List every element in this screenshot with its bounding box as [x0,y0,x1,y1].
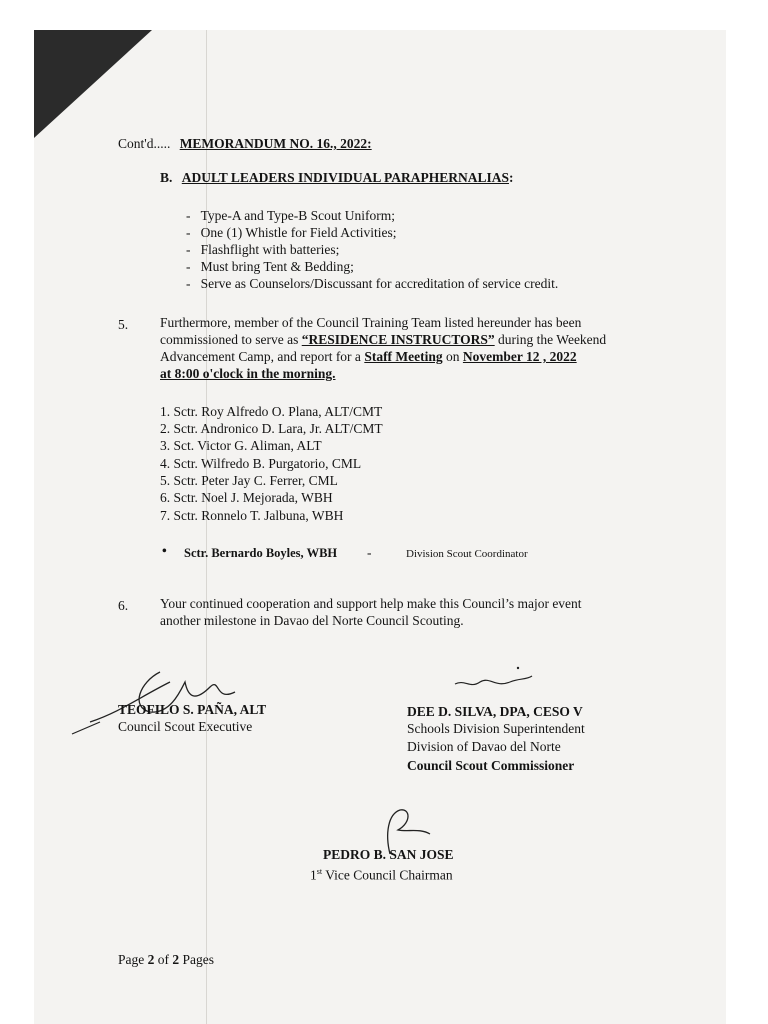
signatory-left-title: Council Scout Executive [118,719,253,734]
page-number [118,952,214,968]
coordinator-dash: - [367,545,372,560]
residence-instructors: “RESIDENCE INSTRUCTORS” [301,332,495,347]
para6-line1: Your continued cooperation and support help make this Council’s major event [160,596,582,611]
para5-line2 [160,332,606,348]
instructor-item: 7. Sctr. Ronnelo T. Jalbuna, WBH [160,508,344,523]
meeting-date: November 12 , 2022 [462,349,577,364]
signatory-right-line1: Schools Division Superintendent [407,721,585,736]
para6-number: 6. [118,598,129,613]
center-title-text: Vice Council Chairman [322,867,453,883]
signatory-right-line2: Division of Davao del Norte [407,739,561,754]
list-item: - Flashflight with batteries; [186,242,340,257]
staff-meeting: Staff Meeting [364,349,443,364]
paraphernalia-item: Type-A and Type-B Scout Uniform; [200,208,395,223]
section-b-title: ADULT LEADERS INDIVIDUAL PARAPHERNALIAS [181,170,509,185]
memo-header [118,136,372,152]
signature-right [450,664,540,694]
instructor-item: 2. Sctr. Andronico D. Lara, Jr. ALT/CMT [160,421,383,436]
signatory-right-name: DEE D. SILVA, DPA, CESO V [407,704,583,719]
coordinator-name: Sctr. Bernardo Boyles, WBH [184,546,338,560]
para5-text: during the Weekend [494,332,607,347]
page-pre: Page [118,952,148,967]
paraphernalia-item: One (1) Whistle for Field Activities; [200,225,397,240]
list-item: - Must bring Tent & Bedding; [186,259,354,274]
para5-text: Advancement Camp, and report for a [160,349,365,364]
page-current: 2 [147,952,155,967]
ordinal-number: 1 [310,867,317,883]
para5-text: on [442,349,463,364]
instructor-item: 4. Sctr. Wilfredo B. Purgatorio, CML [160,456,362,471]
para6-line2: another milestone in Davao del Norte Council Scouting. [160,613,464,628]
instructor-item: 1. Sctr. Roy Alfredo O. Plana, ALT/CMT [160,404,383,419]
coordinator-bullet: • [162,543,167,558]
list-item: - One (1) Whistle for Field Activities; [186,225,397,240]
memo-number: MEMORANDUM NO. 16., 2022: [179,136,372,151]
paraphernalia-item: Serve as Counselors/Discussant for accreditation of service credit. [200,276,559,291]
para5-text: commissioned to serve as [160,332,302,347]
signatory-right-line3: Council Scout Commissioner [407,758,575,773]
coordinator-role: Division Scout Coordinator [406,548,528,560]
list-item: - Serve as Counselors/Discussant for accreditation of service credit. [186,276,559,291]
para5-number: 5. [118,317,129,332]
para5-line1: Furthermore, member of the Council Training Team listed hereunder has been [160,315,582,330]
list-item: - Type-A and Type-B Scout Uniform; [186,208,395,223]
instructor-item: 6. Sctr. Noel J. Mejorada, WBH [160,490,333,505]
section-b-heading [160,170,513,186]
section-b-letter: B. [160,170,173,185]
page-total: 2 [172,952,180,967]
folded-corner [34,30,152,138]
signatory-left-name: TEOFILO S. PAÑA, ALT [118,702,267,717]
paraphernalia-item: Flashflight with batteries; [200,242,340,257]
signatory-center-name: PEDRO B. SAN JOSE [323,847,454,862]
ordinal-suffix: st [316,867,323,876]
paraphernalia-item: Must bring Tent & Bedding; [200,259,354,274]
page-post: Pages [179,952,214,967]
contd-label: Cont'd..... [118,136,171,151]
instructor-item: 3. Sct. Victor G. Aliman, ALT [160,438,322,453]
instructor-item: 5. Sctr. Peter Jay C. Ferrer, CML [160,473,338,488]
para5-line3 [160,349,577,365]
section-b-colon: : [508,170,514,185]
meeting-time: at 8:00 o'clock in the morning. [160,366,336,381]
signatory-center-title [310,864,453,884]
page-of: of [154,952,173,967]
